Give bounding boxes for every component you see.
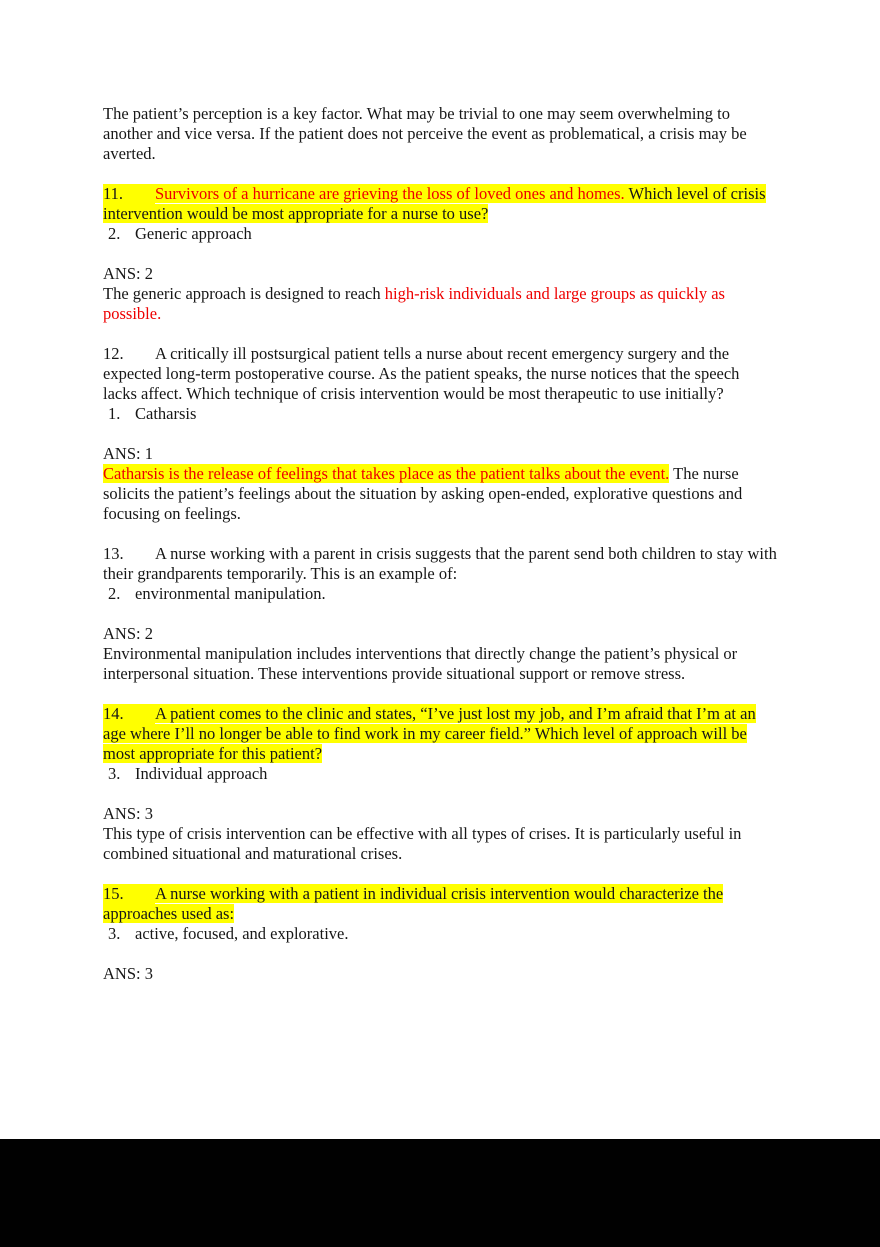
question-13 [103,544,777,604]
question-15-option-number: 3. [108,924,121,943]
question-12-option-number: 1. [108,404,121,423]
question-14-number: 14. [103,704,155,724]
question-14 [103,704,777,784]
question-14-option-number: 3. [108,764,121,783]
answer-14-rationale: This type of crisis intervention can be effective with all types of crises. It is particularly useful in combined situational and maturational crises. [103,824,742,863]
answer-12 [103,444,777,524]
question-13-option [103,584,777,604]
answer-14 [103,804,777,864]
question-15-option-text: active, focused, and explorative. [135,924,349,943]
intro-paragraph: The patient’s perception is a key factor. What may be trivial to one may seem overwhelming to another and vice versa. If the patient does not perceive the event as problematical, a crisis may be averted. [103,104,747,163]
question-14-text: A patient comes to the clinic and states, “I’ve just lost my job, and I’m afraid that I’m at an age where I’ll no longer be able to find work in my career field.” Which level of approach will be most appropriate for this patient? [103,704,756,763]
answer-11-rationale [103,284,777,324]
answer-12-label: ANS: 1 [103,444,153,463]
question-15 [103,884,777,944]
question-14-line [103,704,777,764]
answer-15 [103,964,777,984]
question-12-line [103,344,777,404]
answer-11-label: ANS: 2 [103,264,153,283]
question-11-text: Which level of crisis intervention would be most appropriate for a nurse to use? [103,184,766,223]
question-12-option [103,404,777,424]
answer-11 [103,264,777,324]
answer-12-rationale-red-highlighted: Catharsis is the release of feelings that takes place as the patient talks about the event. [103,464,670,483]
answer-11-rationale-plain: The generic approach is designed to reach [103,284,385,303]
question-11-option-number: 2. [108,224,121,243]
question-13-text: A nurse working with a parent in crisis suggests that the parent send both children to stay with their grandparents temporarily. This is an example of: [103,544,777,583]
question-14-option [103,764,777,784]
question-13-number: 13. [103,544,124,563]
answer-13-label: ANS: 2 [103,624,153,643]
question-12 [103,344,777,424]
answer-12-rationale-plain: The nurse solicits the patient’s feelings about the situation by asking open-ended, explorative questions and focusing on feelings. [103,464,743,523]
question-12-text: A critically ill postsurgical patient tells a nurse about recent emergency surgery and the expected long-term postoperative course. As the patient speaks, the nurse notices that the speech lacks affect. Which technique of crisis intervention would be most therapeutic to use initially? [103,344,740,403]
question-11-option [103,224,777,244]
question-11-line [103,184,777,224]
question-11-number: 11. [103,184,155,204]
answer-12-rationale [103,464,777,524]
answer-13-rationale: Environmental manipulation includes interventions that directly change the patient’s physical or interpersonal situation. These interventions provide situational support or remove stress. [103,644,738,683]
question-14-option-text: Individual approach [135,764,268,783]
question-15-option [103,924,777,944]
question-11-option-text: Generic approach [135,224,252,243]
question-11-text-red: Survivors of a hurricane are grieving the loss of loved ones and homes. [155,184,625,203]
question-12-option-text: Catharsis [135,404,197,423]
answer-15-label: ANS: 3 [103,964,153,983]
answer-14-label: ANS: 3 [103,804,153,823]
question-13-option-number: 2. [108,584,121,603]
question-11 [103,184,777,244]
question-12-number: 12. [103,344,124,363]
document-content [103,104,777,1004]
answer-13 [103,624,777,684]
question-13-option-text: environmental manipulation. [135,584,326,603]
question-15-text: A nurse working with a patient in individual crisis intervention would characterize the approaches used as: [103,884,724,923]
question-13-line [103,544,777,584]
answer-11-rationale-red: high-risk individuals and large groups as quickly as possible. [103,284,725,323]
question-15-line [103,884,777,924]
question-15-number: 15. [103,884,155,904]
bottom-black-bar [0,1139,880,1247]
